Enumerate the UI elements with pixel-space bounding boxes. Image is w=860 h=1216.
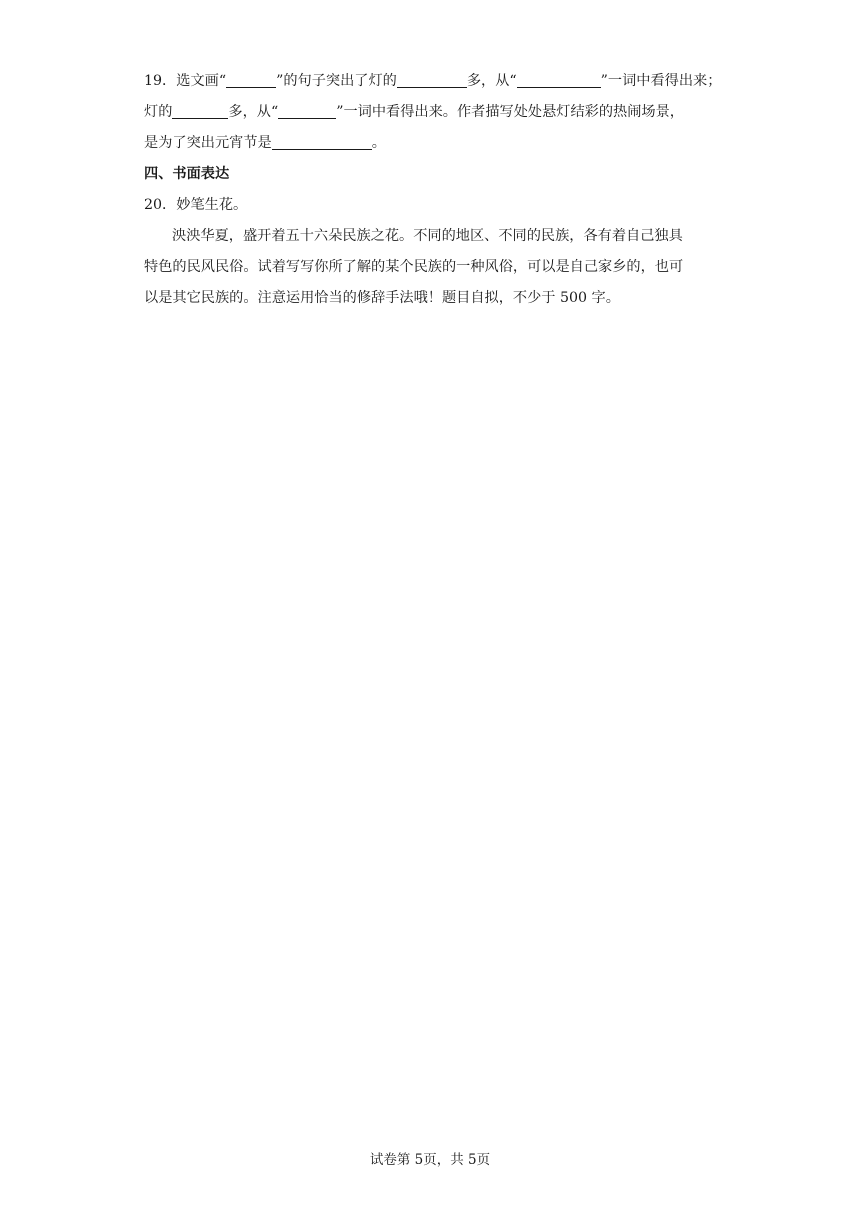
answer-blank [226, 71, 276, 88]
answer-blank [278, 102, 336, 119]
question-20-title-text: 妙笔生花。 [176, 197, 248, 213]
question-20-title [144, 190, 718, 221]
question-20-paragraph-line-2: 特色的民风民俗。试着写写你所了解的某个民族的一种风俗，可以是自己家乡的，也可 [144, 259, 684, 275]
exam-page-content [144, 66, 722, 314]
question-19-text-c: 多，从“ [466, 73, 517, 89]
section-heading: 四、书面表达 [144, 166, 230, 182]
question-19-number: 19． [144, 73, 177, 89]
answer-blank [517, 71, 601, 88]
question-19-text-f: 多，从“ [228, 104, 279, 120]
question-19-line-3 [144, 128, 718, 159]
question-20-number: 20． [144, 197, 177, 213]
page-footer: 试卷第 5页，共 5页 [369, 1152, 491, 1168]
question-19-text-e: 灯的 [144, 104, 173, 120]
answer-blank [397, 71, 467, 88]
question-19-text-d: ”一词中看得出来； [600, 73, 722, 89]
answer-blank [172, 102, 228, 119]
question-20-paragraph-line-3: 以是其它民族的。注意运用恰当的修辞手法哦！题目自拟，不少于 500 字。 [144, 290, 620, 306]
question-19-text-h: 是为了突出元宵节是 [144, 135, 272, 151]
question-19-text-g: ”一词中看得出来。作者描写处处悬灯结彩的热闹场景， [336, 104, 684, 120]
question-19-text-i: 。 [371, 135, 386, 151]
answer-blank [272, 133, 372, 150]
question-19-text-a: 选文画“ [176, 73, 227, 89]
question-20-paragraph-line-1: 泱泱华夏，盛开着五十六朵民族之花。不同的地区、不同的民族，各有着自己独具 [172, 228, 683, 244]
question-19-line-1 [144, 66, 722, 97]
question-19-text-b: ”的句子突出了灯的 [276, 73, 397, 89]
question-19-line-2 [144, 97, 718, 128]
